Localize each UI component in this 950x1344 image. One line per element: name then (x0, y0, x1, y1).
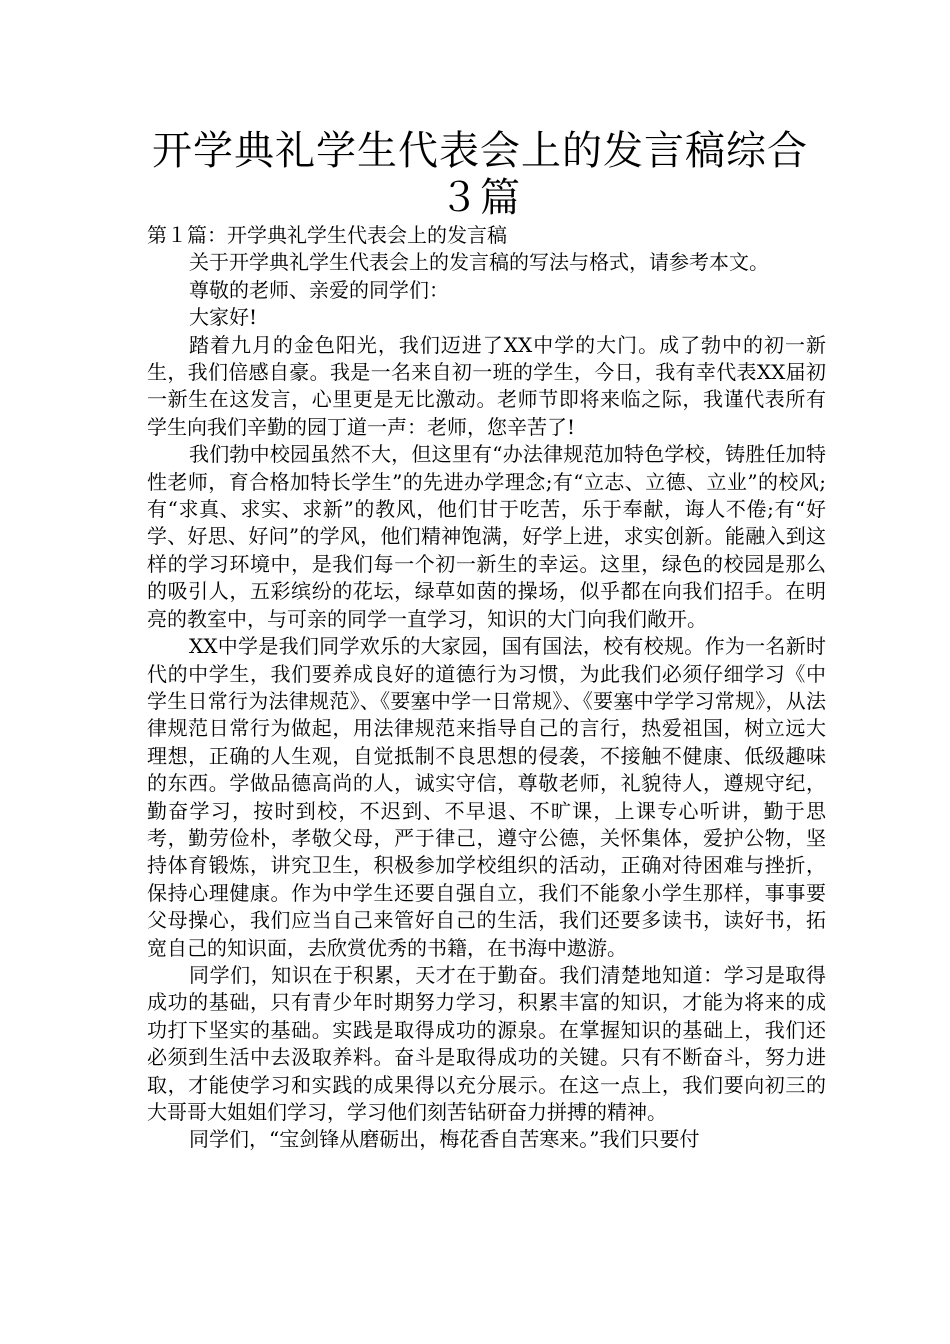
greeting: 大家好! (189, 305, 258, 330)
section-heading: 第１篇：开学典礼学生代表会上的发言稿 (147, 223, 507, 247)
body-paragraph: 同学们，“宝剑锋从磨砺出，梅花香自苦寒来。”我们只要付 (189, 1127, 700, 1152)
body-paragraph: XX中学是我们同学欢乐的大家园，国有国法，校有校规。作为一名新时代的中学生，我们要养成良好的道德行为习惯，为此我们必须仔细学习《中学生日常行为法律规范》、《要塞中学一日常规》、《要塞中学学习常规》，从法律规范日常行为做起，用法律规范来指导自己的言行，热爱祖国，树立远大理想，正确的人生观，自觉抵制不良思想的侵袭，不接触不健康、低级趣味的东西。学做品德高尚的人，诚实守信，尊敬老师，礼貌待人，遵规守纪，勤奋学习，按时到校，不迟到、不早退、不旷课，上课专心听讲，勤于思考，勤劳俭朴，孝敬父母，严于律己，遵守公德，关怀集体，爱护公物，坚持体育锻炼，讲究卫生，积极参加学校组织的活动，正确对待困难与挫折，保持心理健康。作为中学生还要自强自立，我们不能象小学生那样，事事要父母操心，我们应当自己来管好自己的生活，我们还要多读书，读好书，拓宽自己的知识面，去欣赏优秀的书籍，在书海中遨游。 (147, 634, 826, 960)
document-title: 开学典礼学生代表会上的发言稿综合３篇 (152, 128, 808, 221)
body-paragraph: 我们勃中校园虽然不大，但这里有“办法律规范加特色学校，铸胜任加特性老师，育合格加特长学生”的先进办学理念;有“立志、立德、立业”的校风;有“求真、求实、求新”的教风，他们甘于吃苦，乐于奉献，诲人不倦;有“好学、好思、好问”的学风，他们精神饱满，好学上进，求实创新。能融入到这样的学习环境中，是我们每一个初一新生的幸运。这里，绿色的校园是那么的吸引人，五彩缤纷的花坛，绿草如茵的操场，似乎都在向我们招手。在明亮的教室中，与可亲的同学一直学习，知识的大门向我们敞开。 (147, 442, 826, 631)
salutation: 尊敬的老师、亲爱的同学们： (189, 277, 449, 302)
document-body (147, 222, 826, 1154)
body-paragraph: 同学们，知识在于积累，天才在于勤奋。我们清楚地知道：学习是取得成功的基础，只有青少年时期努力学习，积累丰富的知识，才能为将来的成功打下坚实的基础。实践是取得成功的源泉。在掌握知识的基础上，我们还必须到生活中去汲取养料。奋斗是取得成功的关键。只有不断奋斗，努力进取，才能使学习和实践的成果得以充分展示。在这一点上，我们要向初三的大哥哥大姐姐们学习，学习他们刻苦钻研奋力拼搏的精神。 (147, 962, 826, 1124)
intro-paragraph: 关于开学典礼学生代表会上的发言稿的写法与格式，请参考本文。 (189, 250, 769, 275)
body-paragraph: 踏着九月的金色阳光，我们迈进了XX中学的大门。成了勃中的初一新生，我们倍感自豪。我是一名来自初一班的学生，今日，我有幸代表XX届初一新生在这发言，心里更是无比激动。老师节即将来临之际，我谨代表所有学生向我们辛勤的园丁道一声：老师，您辛苦了! (147, 332, 826, 439)
